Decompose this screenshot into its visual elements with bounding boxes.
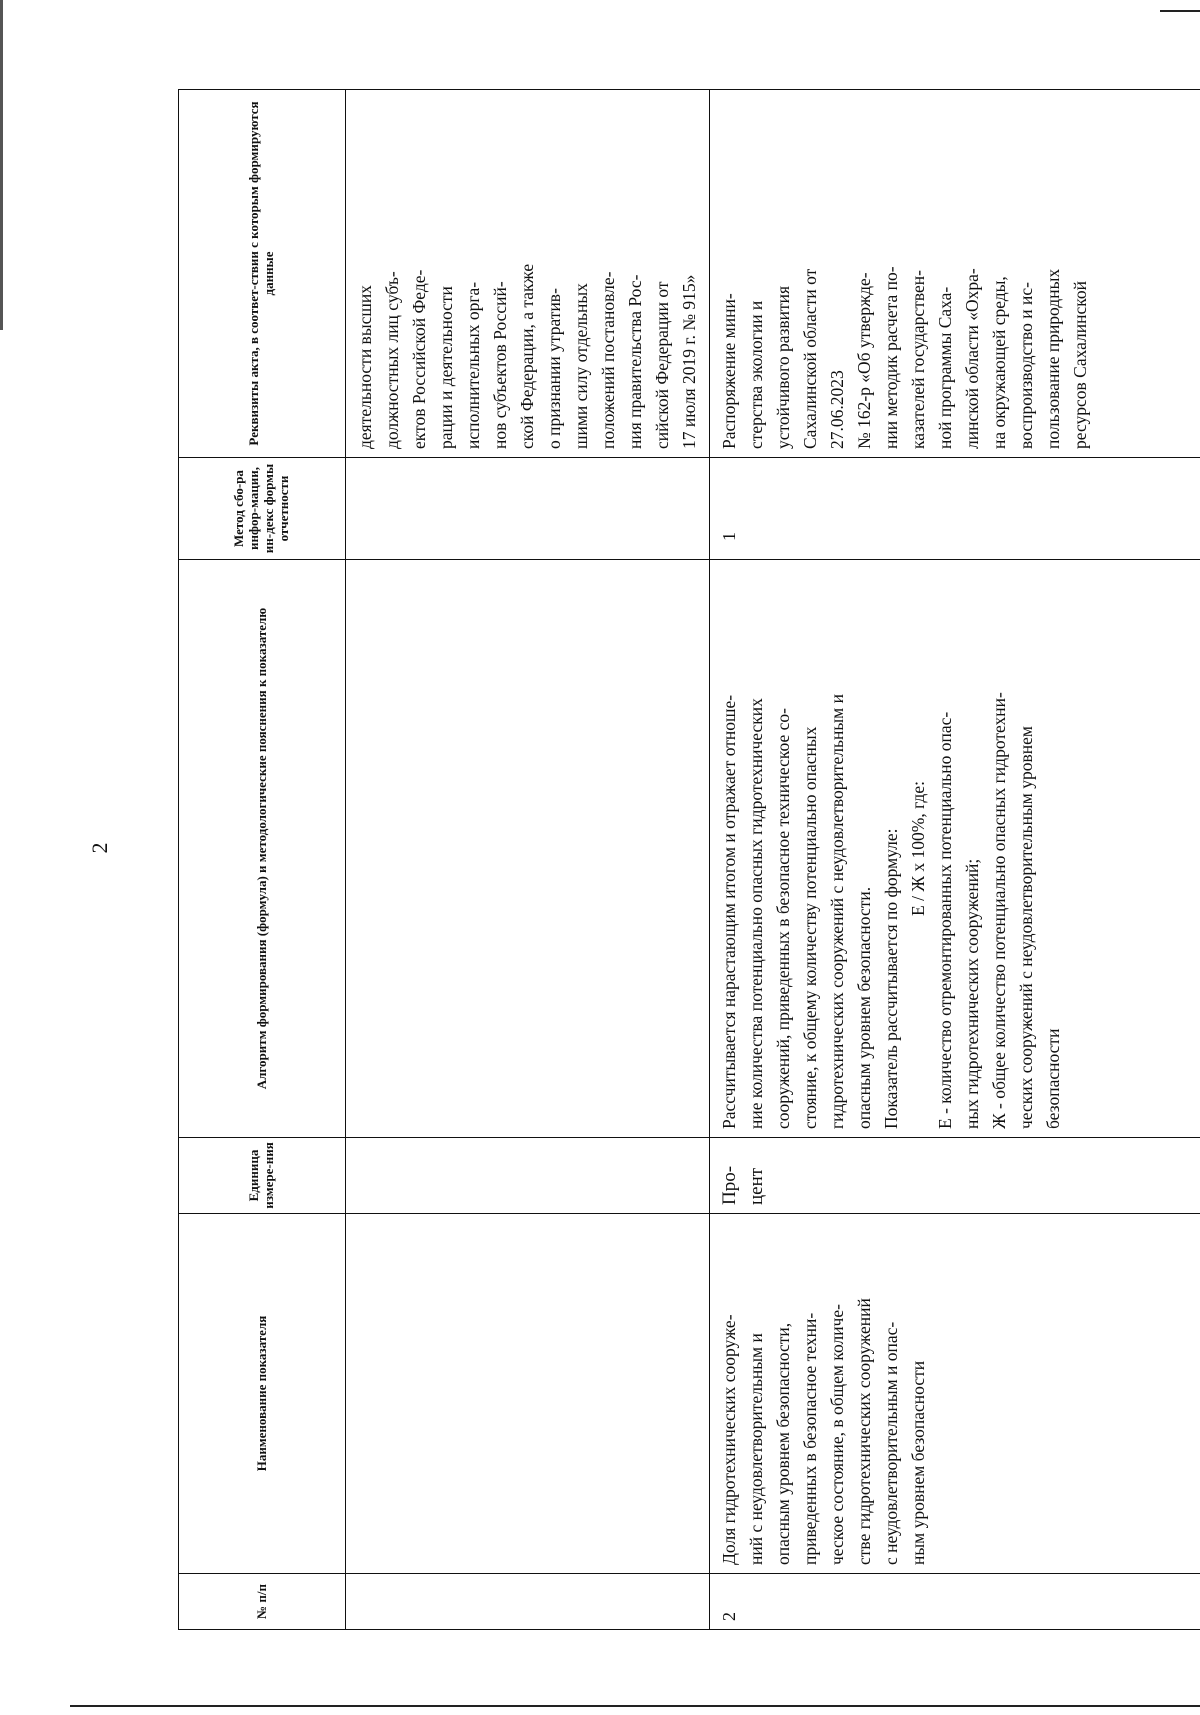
cell-num [346, 1574, 710, 1630]
header-unit: Единица измере-ния [179, 1138, 346, 1214]
header-name: Наименование показателя [179, 1214, 346, 1574]
cell-method [346, 458, 710, 560]
table-row-continued [346, 90, 710, 1630]
algorithm-text-after: Е - количество отремонтированных потенциально опас- ных гидротехнических сооружений; Ж - общее количество потенциально опасных гидротехни- ческих сооружений с неудовлетворительным уровнем безопасности [935, 692, 1063, 1129]
scan-top-line [1160, 10, 1200, 12]
scan-left-edge [0, 0, 3, 330]
cell-method: 1 [710, 458, 1200, 560]
cell-name: Доля гидротехнических сооруже- ний с неудовлетворительным и опасным уровнем безопасности, приведенных в безопасное техни- ческое состояние, в общем количе- стве гидротехнических сооружений с неудовлетворительным и опас- ным уровнем безопасности [710, 1214, 1200, 1574]
header-method: Метод сбо-ра инфор-мации, ин-декс формы отчетности [179, 458, 346, 560]
table-row-2 [710, 90, 1200, 1630]
scan-bottom-line [70, 1705, 1200, 1707]
cell-unit [346, 1138, 710, 1214]
cell-requisites: деятельности высших должностных лиц субъ- ектов Российской Феде- рации и деятельности исполнительных орга- нов субъектов Россий- ской Федерации, а также о признании утратив- шими силу отдельных положений постановле- ния правительства Рос- сийской Федерации от 17 июля 2019 г. № 915» [346, 90, 710, 458]
indicator-table [178, 89, 1200, 1630]
header-num: № п/п [179, 1574, 346, 1630]
algorithm-text-before: Рассчитывается нарастающим итогом и отражает отноше- ние количества потенциально опасных гидротехнических сооружений, приведенных в безопасное техническое со- стояние, к общему количеству потенциально опасных гидротехнических сооружений с неудовлетворительным и опасным уровнем безопасности. Показатель рассчитывается по формуле: [719, 694, 901, 1129]
algorithm-formula: Е / Ж х 100%, где: [908, 781, 928, 916]
cell-name [346, 1214, 710, 1574]
rotated-table-container [178, 90, 1090, 1630]
page-number: 2 [87, 842, 112, 854]
cell-algorithm [710, 560, 1200, 1138]
cell-unit: Про- цент [710, 1138, 1200, 1214]
cell-num: 2 [710, 1574, 1200, 1630]
header-requisites: Реквизиты акта, в соответ-ствии с которым формируются данные [179, 90, 346, 458]
header-algorithm: Алгоритм формирования (формула) и методологические пояснения к показателю [179, 560, 346, 1138]
cell-algorithm [346, 560, 710, 1138]
table-header-row [179, 90, 346, 1630]
cell-requisites: Распоряжение мини- стерства экологии и устойчивого развития Сахалинской области от 27.06.2023 № 162-р «Об утвержде- нии методик расчета по- казателей государствен- ной программы Саха- линской области «Охра- на окружающей среды, воспроизводство и ис- пользование природных ресурсов Сахалинской [710, 90, 1200, 458]
